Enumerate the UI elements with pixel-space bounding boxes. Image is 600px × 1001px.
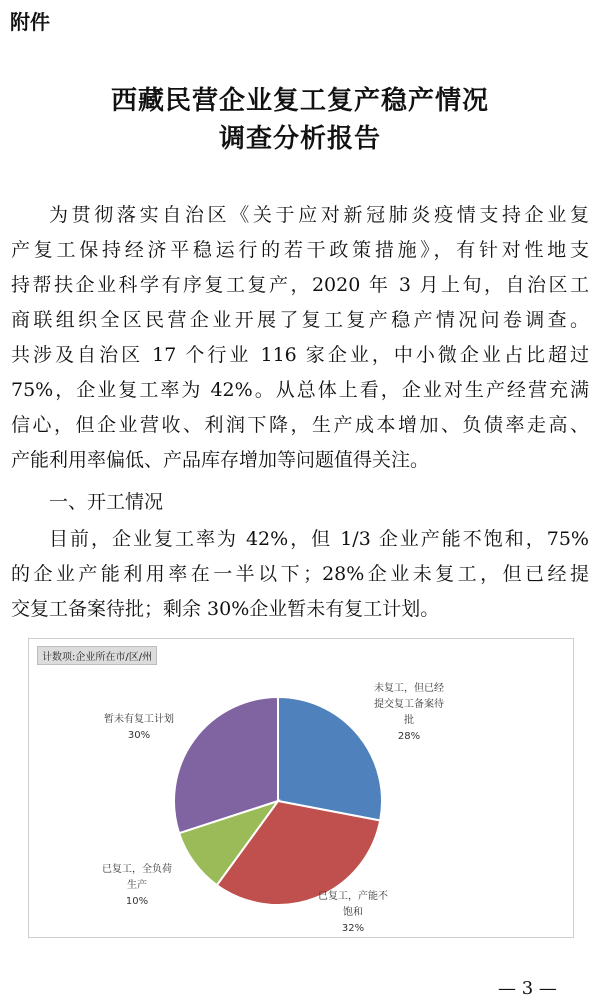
report-title-line2: 调查分析报告: [218, 124, 381, 154]
paragraph-line: 产复工保持经济平稳运行的若干政策措施》，有针对性地支: [11, 239, 589, 261]
pie-slice-label: 未复工，但已经提交复工备案待批 28%: [374, 683, 444, 742]
page-number: — 3 —: [498, 978, 557, 999]
pie-slice-label: 暂未有复工计划 30%: [104, 714, 174, 741]
chart-filter-button[interactable]: 计数项:企业所在市/区/州: [37, 646, 157, 665]
pie-slice-label: 已复工，全负荷生产 10%: [102, 864, 172, 907]
paragraph-line: 商联组织全区民营企业开展了复工复产稳产情况问卷调查。: [11, 309, 589, 331]
paragraph-line: 目前，企业复工率为 42%，但 1/3 企业产能不饱和，75%: [49, 528, 589, 550]
paragraph-line: 信心，但企业营收、利润下降，生产成本增加、负债率走高、: [11, 414, 589, 436]
attachment-label: 附件: [10, 10, 50, 34]
pie-slice-label: 已复工，产能不饱和 32%: [318, 891, 388, 934]
pie-chart-svg: [29, 639, 573, 937]
paragraph-line: 持帮扶企业科学有序复工复产，2020 年 3 月上旬，自治区工: [11, 274, 589, 296]
paragraph-line: 75%，企业复工率为 42%。从总体上看，企业对生产经营充满: [11, 379, 589, 401]
paragraph-line: 为贯彻落实自治区《关于应对新冠肺炎疫情支持企业复: [49, 204, 589, 226]
pie-chart: [28, 638, 574, 938]
section-heading: 一、开工情况: [49, 491, 164, 513]
paragraph-line: 交复工备案待批；剩余 30%企业暂未有复工计划。: [11, 598, 440, 620]
paragraph-line: 共涉及自治区 17 个行业 116 家企业，中小微企业占比超过: [11, 344, 589, 366]
paragraph-line: 产能利用率偏低、产品库存增加等问题值得关注。: [11, 449, 430, 471]
section1-paragraph: [11, 522, 589, 627]
pie-slice: [278, 697, 382, 820]
intro-paragraph: [11, 198, 589, 478]
paragraph-line: 的企业产能利用率在一半以下；28%企业未复工，但已经提: [11, 563, 589, 585]
report-title-line1: 西藏民营企业复工复产稳产情况: [110, 86, 489, 116]
